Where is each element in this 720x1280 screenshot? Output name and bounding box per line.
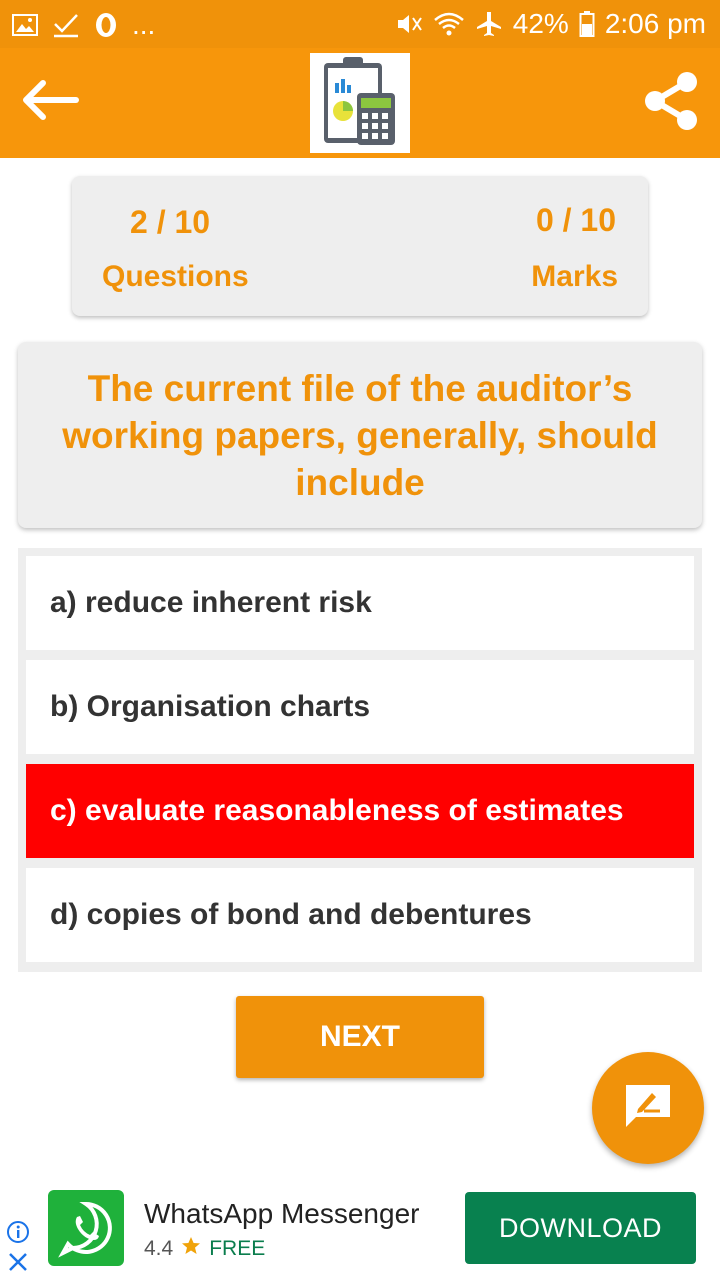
mute-icon <box>395 11 423 37</box>
score-card <box>72 176 648 316</box>
check-icon <box>52 12 80 38</box>
notification-more: ... <box>132 9 156 40</box>
status-bar <box>0 0 720 48</box>
ad-close-icon[interactable] <box>6 1250 30 1274</box>
whatsapp-icon[interactable] <box>48 1190 124 1266</box>
star-icon <box>181 1236 201 1262</box>
question-card <box>18 342 702 528</box>
questions-label: Questions <box>102 260 249 293</box>
app-logo <box>310 53 410 153</box>
wifi-icon <box>433 11 465 37</box>
arrow-left-icon <box>21 79 79 126</box>
ad-meta <box>144 1236 265 1262</box>
ad-banner[interactable] <box>0 1180 720 1280</box>
battery-icon <box>579 10 595 38</box>
app-toolbar <box>0 48 720 158</box>
clock: 2:06 pm <box>604 8 706 39</box>
question-text: The current file of the auditor’s working papers, generally, should include <box>62 367 658 503</box>
battery-percent: 42% <box>512 8 569 39</box>
share-icon <box>641 70 701 137</box>
ad-app-name[interactable]: WhatsApp Messenger <box>144 1198 420 1229</box>
image-icon <box>12 14 38 36</box>
feedback-button[interactable] <box>592 1052 704 1164</box>
share-button[interactable] <box>638 70 704 136</box>
ad-info-icon[interactable] <box>6 1220 30 1244</box>
calculator-clipboard-logo <box>310 53 410 153</box>
option-b[interactable]: b) Organisation charts <box>26 660 694 754</box>
option-c[interactable]: c) evaluate reasonableness of estimates <box>26 764 694 858</box>
opera-icon <box>94 12 118 38</box>
marks-label: Marks <box>531 260 618 293</box>
ad-rating: 4.4 <box>144 1237 174 1260</box>
back-button[interactable] <box>18 74 82 130</box>
option-a[interactable]: a) reduce inherent risk <box>26 556 694 650</box>
airplane-icon <box>475 10 503 38</box>
next-button[interactable]: NEXT <box>236 996 484 1078</box>
questions-count: 2 / 10 <box>130 204 211 240</box>
ad-price: FREE <box>209 1237 266 1260</box>
marks-count: 0 / 10 <box>535 202 616 238</box>
answer-options <box>18 548 702 972</box>
feedback-icon <box>622 1081 674 1136</box>
status-right <box>395 8 706 40</box>
ad-download-button[interactable]: DOWNLOAD <box>465 1192 696 1264</box>
option-d[interactable]: d) copies of bond and debentures <box>26 868 694 962</box>
status-left <box>12 10 155 40</box>
